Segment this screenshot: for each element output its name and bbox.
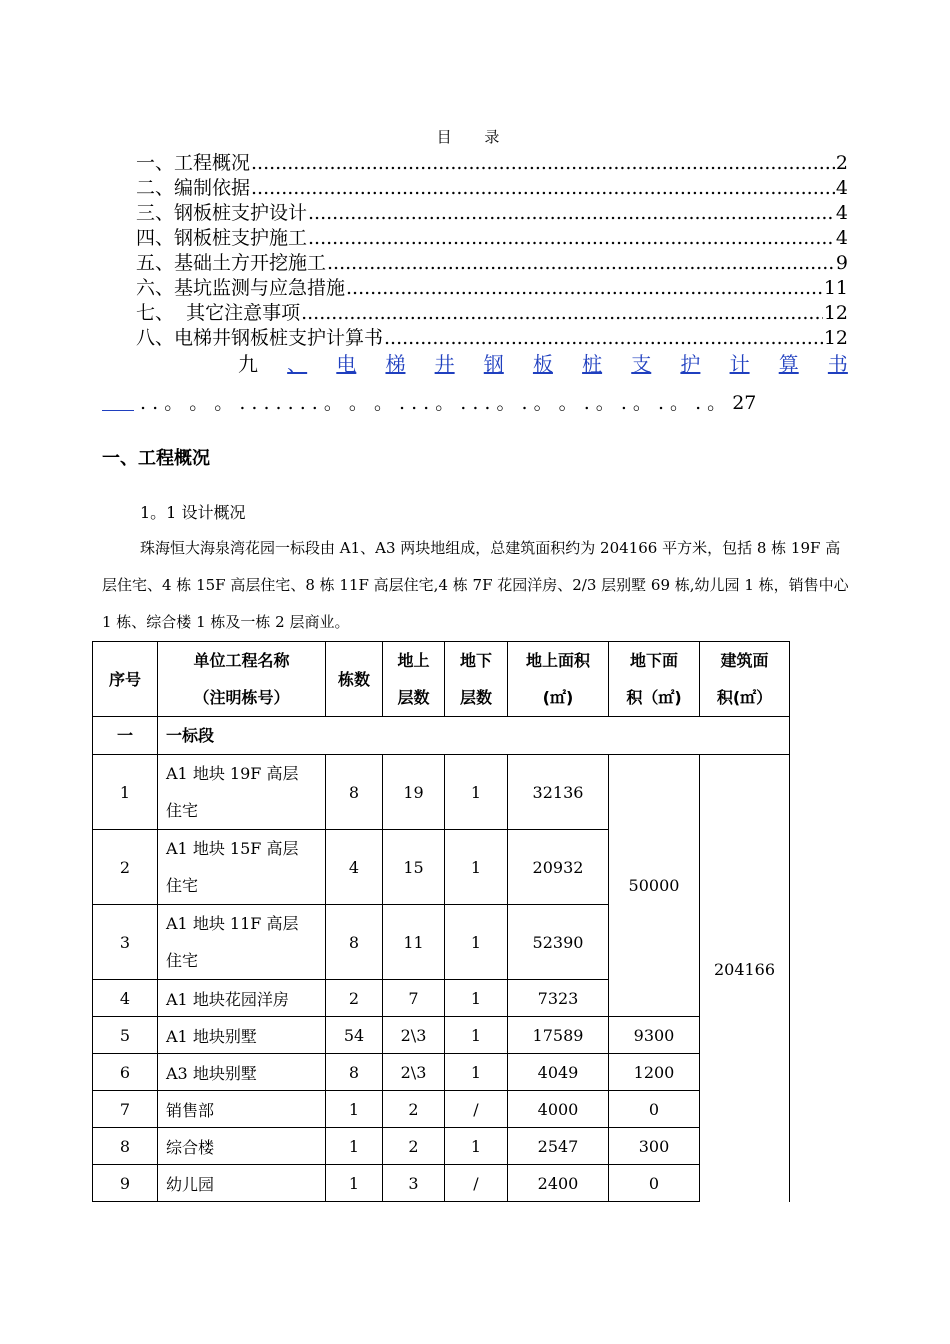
header-area-below: [609, 642, 700, 717]
toc-item-label: 五、基础土方开挖施工: [136, 252, 327, 274]
toc-item-page: 4: [835, 227, 848, 249]
cell-no: 1: [93, 755, 158, 830]
header-name: [158, 642, 326, 717]
cell-above: 19: [383, 755, 445, 830]
cell-area: 17589: [508, 1017, 609, 1054]
cell-name-line1: A1 地块 19F 高层: [166, 764, 299, 783]
toc-link-char[interactable]: 井: [434, 352, 455, 376]
cell-count: 1: [326, 1165, 383, 1202]
cell-below-area: 9300: [609, 1017, 700, 1054]
cell-below-area: 1200: [609, 1054, 700, 1091]
cell-above: 2: [383, 1091, 445, 1128]
cell-count: 8: [326, 905, 383, 980]
toc-item-3[interactable]: [136, 200, 848, 224]
table-section-row: [93, 717, 790, 755]
cell-below: 1: [445, 755, 508, 830]
cell-count: 54: [326, 1017, 383, 1054]
header-below-line1: 地下: [459, 651, 492, 670]
project-table: [92, 641, 790, 1202]
toc-item-label: 六、基坑监测与应急措施: [136, 277, 346, 299]
cell-above: 2: [383, 1128, 445, 1165]
toc-link-char[interactable]: 计: [729, 352, 750, 376]
toc-item-5[interactable]: [136, 250, 848, 274]
cell-name-line2: 住宅: [166, 801, 199, 820]
toc-link-char[interactable]: 电: [336, 352, 357, 376]
header-area-above-line2: (㎡): [542, 688, 574, 707]
cell-no: 6: [93, 1054, 158, 1091]
toc-link-char[interactable]: 护: [680, 352, 701, 376]
header-below-line2: 层数: [459, 688, 492, 707]
toc-item-page: 12: [823, 327, 848, 349]
cell-area: 20932: [508, 830, 609, 905]
cell-no: 8: [93, 1128, 158, 1165]
cell-below-area: 0: [609, 1091, 700, 1128]
toc-item-page: 12: [823, 302, 848, 324]
toc-item-page: 9: [835, 252, 848, 274]
toc-item-label: 八、电梯井钢板桩支护计算书: [136, 327, 384, 349]
table-row: [93, 1017, 790, 1054]
toc-leader-dots: . . 。 。 。 . . . . . . . 。 。 。 . . . 。 . . . 。 . 。 。 . 。 . 。 . 。 . 。: [140, 392, 727, 414]
section-label: 一标段: [158, 717, 790, 755]
header-below: [445, 642, 508, 717]
cell-below: 1: [445, 1054, 508, 1091]
cell-below: /: [445, 1165, 508, 1202]
cell-area: 7323: [508, 980, 609, 1017]
toc-item-page: 4: [835, 202, 848, 224]
toc-link-char[interactable]: 钢: [483, 352, 504, 376]
toc-item-label: 二、编制依据: [136, 177, 251, 199]
toc-item-6[interactable]: [136, 275, 848, 299]
cell-count: 1: [326, 1128, 383, 1165]
header-name-line1: 单位工程名称: [193, 651, 290, 670]
header-area-total: [700, 642, 790, 717]
header-area-below-line2: 积（㎡): [626, 688, 682, 707]
cell-name-line2: 住宅: [166, 951, 199, 970]
cell-name: 幼儿园: [158, 1165, 326, 1202]
cell-name: A3 地块别墅: [158, 1054, 326, 1091]
cell-name: A1 地块花园洋房: [158, 980, 326, 1017]
header-above: [383, 642, 445, 717]
cell-below-area: 300: [609, 1128, 700, 1165]
cell-count: 1: [326, 1091, 383, 1128]
cell-above: 15: [383, 830, 445, 905]
header-no: 序号: [93, 642, 158, 717]
toc-item-label: 一、工程概况: [136, 152, 251, 174]
table-header-row: [93, 642, 790, 717]
cell-count: 4: [326, 830, 383, 905]
cell-above: 7: [383, 980, 445, 1017]
table-row: [93, 1091, 790, 1128]
toc-link-char[interactable]: 支: [631, 352, 652, 376]
toc-item-page: 27: [732, 392, 757, 414]
header-area-total-line1: 建筑面: [720, 651, 769, 670]
cell-no: 7: [93, 1091, 158, 1128]
toc-item-7[interactable]: [136, 300, 848, 324]
section-heading: 一、工程概况: [102, 448, 210, 469]
toc-item-page: 4: [835, 177, 848, 199]
cell-no: 3: [93, 905, 158, 980]
cell-above: 11: [383, 905, 445, 980]
cell-below: 1: [445, 980, 508, 1017]
cell-count: 8: [326, 1054, 383, 1091]
cell-above: 2\3: [383, 1017, 445, 1054]
cell-merged-below-area: 50000: [609, 755, 700, 1017]
cell-name: [158, 905, 326, 980]
cell-area: 4049: [508, 1054, 609, 1091]
sub-heading: 1。1 设计概况: [140, 503, 246, 522]
cell-merged-total-area: 204166: [700, 755, 790, 1202]
toc-link-char[interactable]: 桩: [582, 352, 603, 376]
toc-item-4[interactable]: [136, 225, 848, 249]
section-no: 一: [93, 717, 158, 755]
cell-name-line1: A1 地块 15F 高层: [166, 839, 299, 858]
toc-item-8[interactable]: [136, 325, 848, 349]
cell-area: 32136: [508, 755, 609, 830]
cell-below-area: 0: [609, 1165, 700, 1202]
cell-no: 2: [93, 830, 158, 905]
cell-count: 2: [326, 980, 383, 1017]
cell-below: 1: [445, 905, 508, 980]
cell-above: 3: [383, 1165, 445, 1202]
header-count: 栋数: [326, 642, 383, 717]
header-area-above: [508, 642, 609, 717]
toc-link-char[interactable]: 书: [827, 352, 848, 376]
toc-item-2[interactable]: [136, 175, 848, 199]
cell-area: 4000: [508, 1091, 609, 1128]
header-above-line1: 地上: [397, 651, 430, 670]
cell-no: 5: [93, 1017, 158, 1054]
paragraph: 珠海恒大海泉湾花园一标段由 A1、A3 两块地组成，总建筑面积约为 204166 平方米，包括 8 栋 19F 高层住宅、4 栋 15F 高层住宅、8 栋 11F 高层住宅,4 栋 7F 花园洋房、2/3 层别墅 69 栋,幼儿园 1 栋，销售中心 1 栋、综合楼 1 栋及一栋 2 层商业。: [102, 539, 849, 631]
cell-name-line1: A1 地块 11F 高层: [166, 914, 299, 933]
cell-name: [158, 755, 326, 830]
toc-item-9[interactable]: [238, 348, 848, 376]
toc-link-char[interactable]: 板: [532, 352, 553, 376]
cell-below: 1: [445, 1017, 508, 1054]
toc-item-page: 11: [823, 277, 848, 299]
header-area-above-line1: 地上面积: [525, 651, 590, 670]
toc-item-label: 三、钢板桩支护设计: [136, 202, 308, 224]
toc-item-1[interactable]: [136, 150, 848, 174]
toc-item-page: 2: [835, 152, 848, 174]
toc-item-9-prefix: 九: [238, 352, 258, 376]
toc-link-underline[interactable]: [102, 392, 134, 411]
table-row: [93, 1054, 790, 1091]
header-area-below-line1: 地下面: [629, 651, 678, 670]
toc-title: 目 录: [436, 128, 514, 146]
cell-name: 销售部: [158, 1091, 326, 1128]
toc-link-char[interactable]: 、: [287, 352, 308, 376]
cell-below: /: [445, 1091, 508, 1128]
toc-link-char[interactable]: 梯: [385, 352, 406, 376]
header-area-total-line2: 积(㎡）: [716, 688, 773, 707]
cell-area: 2547: [508, 1128, 609, 1165]
cell-no: 4: [93, 980, 158, 1017]
cell-name: 综合楼: [158, 1128, 326, 1165]
table-row: [93, 1165, 790, 1202]
cell-name-line2: 住宅: [166, 876, 199, 895]
toc-item-label: 四、钢板桩支护施工: [136, 227, 308, 249]
cell-name: [158, 830, 326, 905]
table-row: [93, 755, 790, 830]
cell-above: 2\3: [383, 1054, 445, 1091]
toc-link-char[interactable]: 算: [778, 352, 799, 376]
header-above-line2: 层数: [397, 688, 430, 707]
toc-item-label: 七、 其它注意事项: [136, 302, 301, 324]
toc-item-9-leader: [102, 388, 756, 415]
cell-below: 1: [445, 1128, 508, 1165]
cell-area: 2400: [508, 1165, 609, 1202]
cell-area: 52390: [508, 905, 609, 980]
header-name-line2: （注明栋号）: [193, 688, 290, 707]
cell-name: A1 地块别墅: [158, 1017, 326, 1054]
cell-below: 1: [445, 830, 508, 905]
cell-no: 9: [93, 1165, 158, 1202]
table-row: [93, 1128, 790, 1165]
cell-count: 8: [326, 755, 383, 830]
